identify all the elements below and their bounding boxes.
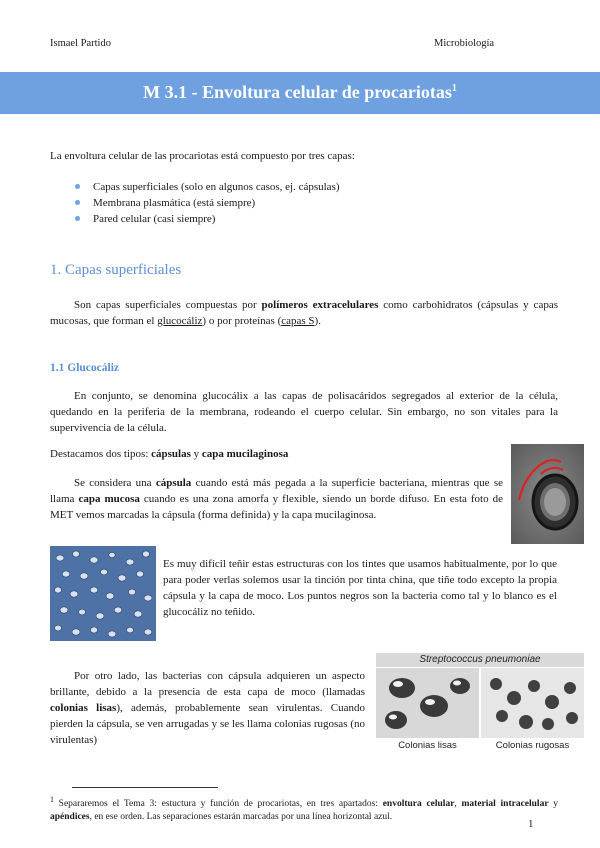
list-item-text: Membrana plasmática (está siempre) [93,197,256,209]
title-banner [0,72,600,114]
glucocaliz-link[interactable]: glucocáliz [157,315,203,327]
intro-text: La envoltura celular de las procariotas está compuesto por tres capas: [50,150,355,162]
page-number: 1 [528,818,534,830]
types-text: Destacamos dos tipos: [50,448,152,460]
s1-bold: polímeros extracelulares [261,299,379,311]
fn-text: y [548,799,559,810]
met-capsule-image [511,444,584,544]
footnote [50,793,558,824]
caps-bold: cápsula [155,477,192,489]
bullet-icon [75,184,80,189]
layers-list [75,179,535,227]
s1-text: como carbohidratos (cápsulas y capas mucosas, que forman el [50,299,558,327]
bullet-icon [75,216,80,221]
caps-text: Se considera una [74,477,156,489]
fn-bold: material intracelular [461,799,549,810]
colonies-paragraph [50,668,365,748]
fn-text: Separaremos el Tema 3: estuctura y función de procariotas, en tres apartados: [53,799,383,810]
list-item-text: Pared celular (casi siempre) [93,213,216,225]
page-title [0,82,600,103]
bullet-icon [75,200,80,205]
list-item [75,211,535,227]
fn-bold: envoltura celular [382,799,455,810]
s1-text: ) o por proteínas ( [202,315,282,327]
stain-paragraph: Es muy difícil teñir estas estructuras con los tintes que usamos habitualmente, por lo que para poder verlas solemos usar la tinción por tinta china, que tiñe todo excepto la propia cápsula y la capa de moco. Los puntos negros son la bacteria como tal y lo blanco es el glucocáliz no teñido. [163,558,557,618]
capsule-paragraph [50,475,503,523]
list-item [75,195,535,211]
types-text: y [190,448,202,460]
section-heading-1-1: 1.1 Glucocáliz [50,362,119,374]
s1-text: ). [314,315,321,327]
col-text: Por otro lado, las bacterias con cápsula adquieren un aspecto brillante, debido a la presencia de esta capa de moco (llamadas [50,670,365,698]
section-heading-1: 1. Capas superficiales [50,262,182,278]
types-bold: capa mucilaginosa [201,448,289,460]
fn-text: , en ese orden. Las separaciones estarán marcadas por una línea horizontal azul. [89,812,393,823]
s1-text: Son capas superficiales compuestas por [74,299,262,311]
figure-label-rugosas: Colonias rugosas [495,740,570,751]
header-author: Ismael Partido [50,38,111,49]
glucocalix-paragraph: En conjunto, se denomina glucocálix a las capas de polisacáridos segregados al exterior de la célula, quedando en la periferia de la membrana, rodeando el cuerpo celular. Sin embargo, no son vitales para la supervivencia de la célula. [50,390,558,434]
figure-title: Streptococcus pneumoniae [376,653,584,667]
section1-paragraph [50,297,558,329]
types-paragraph [50,446,350,462]
capas-s-link[interactable]: capas S [281,315,315,327]
caps-text: cuando está más pegada a la superficie bacteriana, mientras que se llama [50,477,503,505]
streptococcus-figure [376,653,584,753]
header-subject: Microbiología [434,38,495,49]
india-ink-stain-image [50,546,156,641]
caps-bold: capa mucosa [78,493,140,505]
page-title-text: M 3.1 - Envoltura celular de procariotas [143,82,452,102]
fn-bold: apéndices [50,812,90,823]
col-bold: colonias lisas [50,702,117,714]
fn-text: , [454,799,462,810]
footnote-divider [72,787,218,788]
col-text: ), además, probablemente sean virulentas. Cuando pierden la cápsula, se ven arrugadas y se les llama colonias rugosas (no virulentas) [50,702,365,746]
figure-label-lisas: Colonias lisas [398,740,457,751]
title-footnote-mark[interactable]: 1 [451,83,457,94]
caps-text: cuando es una zona amorfa y flexible, siendo un borde difuso. En esta foto de MET vemos marcadas la cápsula (forma definida) y la capa mucilaginosa. [50,493,503,521]
list-item-text: Capas superficiales (solo en algunos casos, ej. cápsulas) [93,181,340,193]
list-item [75,179,535,195]
footnote-mark: 1 [50,795,54,804]
types-bold: cápsulas [151,448,191,460]
